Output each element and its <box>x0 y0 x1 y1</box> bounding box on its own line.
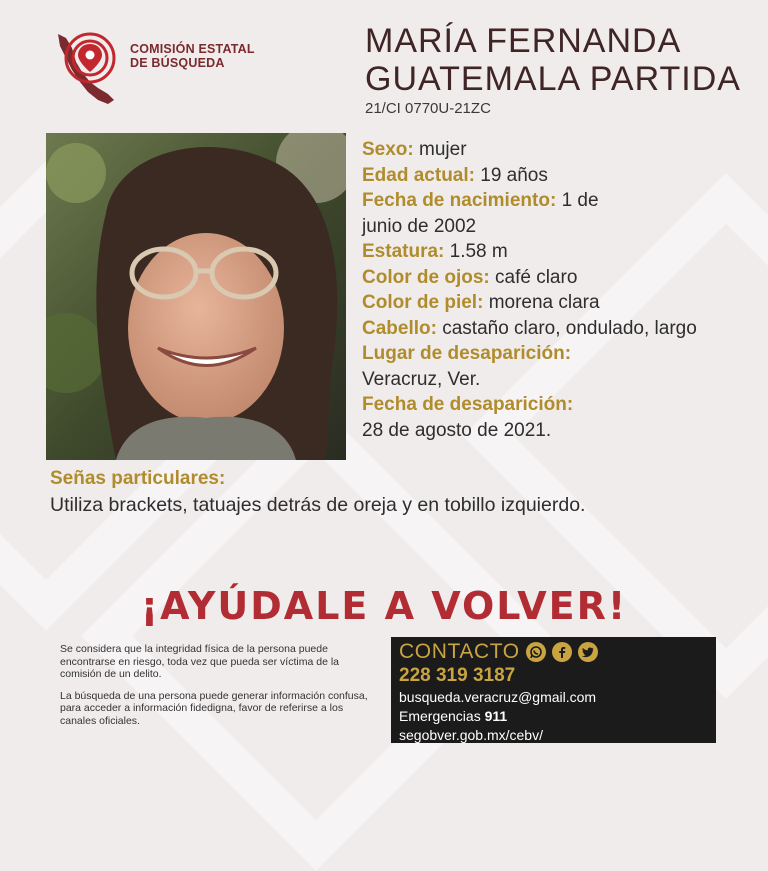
emergencias-label: Emergencias <box>399 708 481 724</box>
twitter-icon[interactable] <box>578 642 598 662</box>
whatsapp-icon[interactable] <box>526 642 546 662</box>
cabello-value: castaño claro, ondulado, largo <box>442 317 697 339</box>
emergencias-number[interactable]: 911 <box>484 708 508 724</box>
contact-phone[interactable]: 228 319 3187 <box>399 665 516 686</box>
disclaimer-paragraph-2: La búsqueda de una persona puede generar información confusa, para acceder a información fidedigna, favor de referirse a los canales oficiales. <box>60 689 368 727</box>
sexo-label: Sexo: <box>362 139 414 160</box>
veracruz-map-pin-icon <box>52 28 132 108</box>
disclaimer <box>60 643 372 736</box>
senas-particulares-title: Señas particulares: <box>50 468 226 489</box>
person-first-names: MARÍA FERNANDA <box>365 22 682 60</box>
piel-label: Color de piel: <box>362 292 484 313</box>
organization-name <box>130 42 255 70</box>
detail-lugar-value-row <box>362 367 766 393</box>
sexo-value: mujer <box>419 139 467 160</box>
ojos-label: Color de ojos: <box>362 266 490 288</box>
case-number: 21/CI 0770U-21ZC <box>365 100 491 117</box>
contact-email[interactable]: busqueda.veracruz@gmail.com <box>399 689 597 705</box>
lugar-value: Veracruz, Ver. <box>362 368 481 390</box>
piel-value: morena clara <box>488 292 600 313</box>
detail-ojos <box>362 265 766 291</box>
nacimiento-label: Fecha de nacimiento: <box>362 190 557 211</box>
detail-fecha-desaparicion <box>362 392 766 418</box>
edad-value: 19 años <box>480 164 548 186</box>
headline: ¡AYÚDALE A VOLVER! <box>140 584 628 628</box>
org-name-line-2: DE BÚSQUEDA <box>130 56 225 70</box>
detail-piel <box>362 290 766 316</box>
nacimiento-value-part2: junio de 2002 <box>362 215 477 237</box>
fecha-desaparicion-value: 28 de agosto de 2021. <box>362 419 552 441</box>
edad-label: Edad actual: <box>362 164 475 186</box>
person-photo <box>46 133 346 460</box>
estatura-value: 1.58 m <box>449 241 508 262</box>
detail-lugar <box>362 341 766 367</box>
disclaimer-paragraph-1: Se considera que la integridad física de la persona puede encontrarse en riesgo, toda vez que pueda ser víctima de la comisión de un delito. <box>60 643 339 680</box>
detail-nacimiento-cont <box>362 214 766 240</box>
org-name-line-1: COMISIÓN ESTATAL <box>130 42 255 56</box>
detail-nacimiento <box>362 188 766 214</box>
contact-emergencias <box>399 707 708 726</box>
fecha-desaparicion-label: Fecha de desaparición: <box>362 394 574 415</box>
detail-cabello <box>362 316 766 342</box>
detail-edad <box>362 163 766 189</box>
contact-title: CONTACTO <box>399 640 520 663</box>
cabello-label: Cabello: <box>362 317 437 339</box>
contact-header <box>399 640 708 664</box>
contact-box <box>391 637 716 743</box>
person-details <box>362 137 766 443</box>
senas-particulares-text: Utiliza brackets, tatuajes detrás de oreja y en tobillo izquierdo. <box>50 494 586 516</box>
nacimiento-value-part1: 1 de <box>561 190 599 211</box>
facebook-icon[interactable] <box>552 642 572 662</box>
detail-fecha-desaparicion-value-row <box>362 418 766 444</box>
detail-sexo <box>362 137 766 163</box>
detail-estatura <box>362 239 766 265</box>
estatura-label: Estatura: <box>362 241 445 262</box>
ojos-value: café claro <box>495 266 578 288</box>
lugar-label: Lugar de desaparición: <box>362 343 572 364</box>
contact-website[interactable]: segobver.gob.mx/cebv/ <box>399 727 543 743</box>
person-last-names: GUATEMALA PARTIDA <box>365 60 741 98</box>
